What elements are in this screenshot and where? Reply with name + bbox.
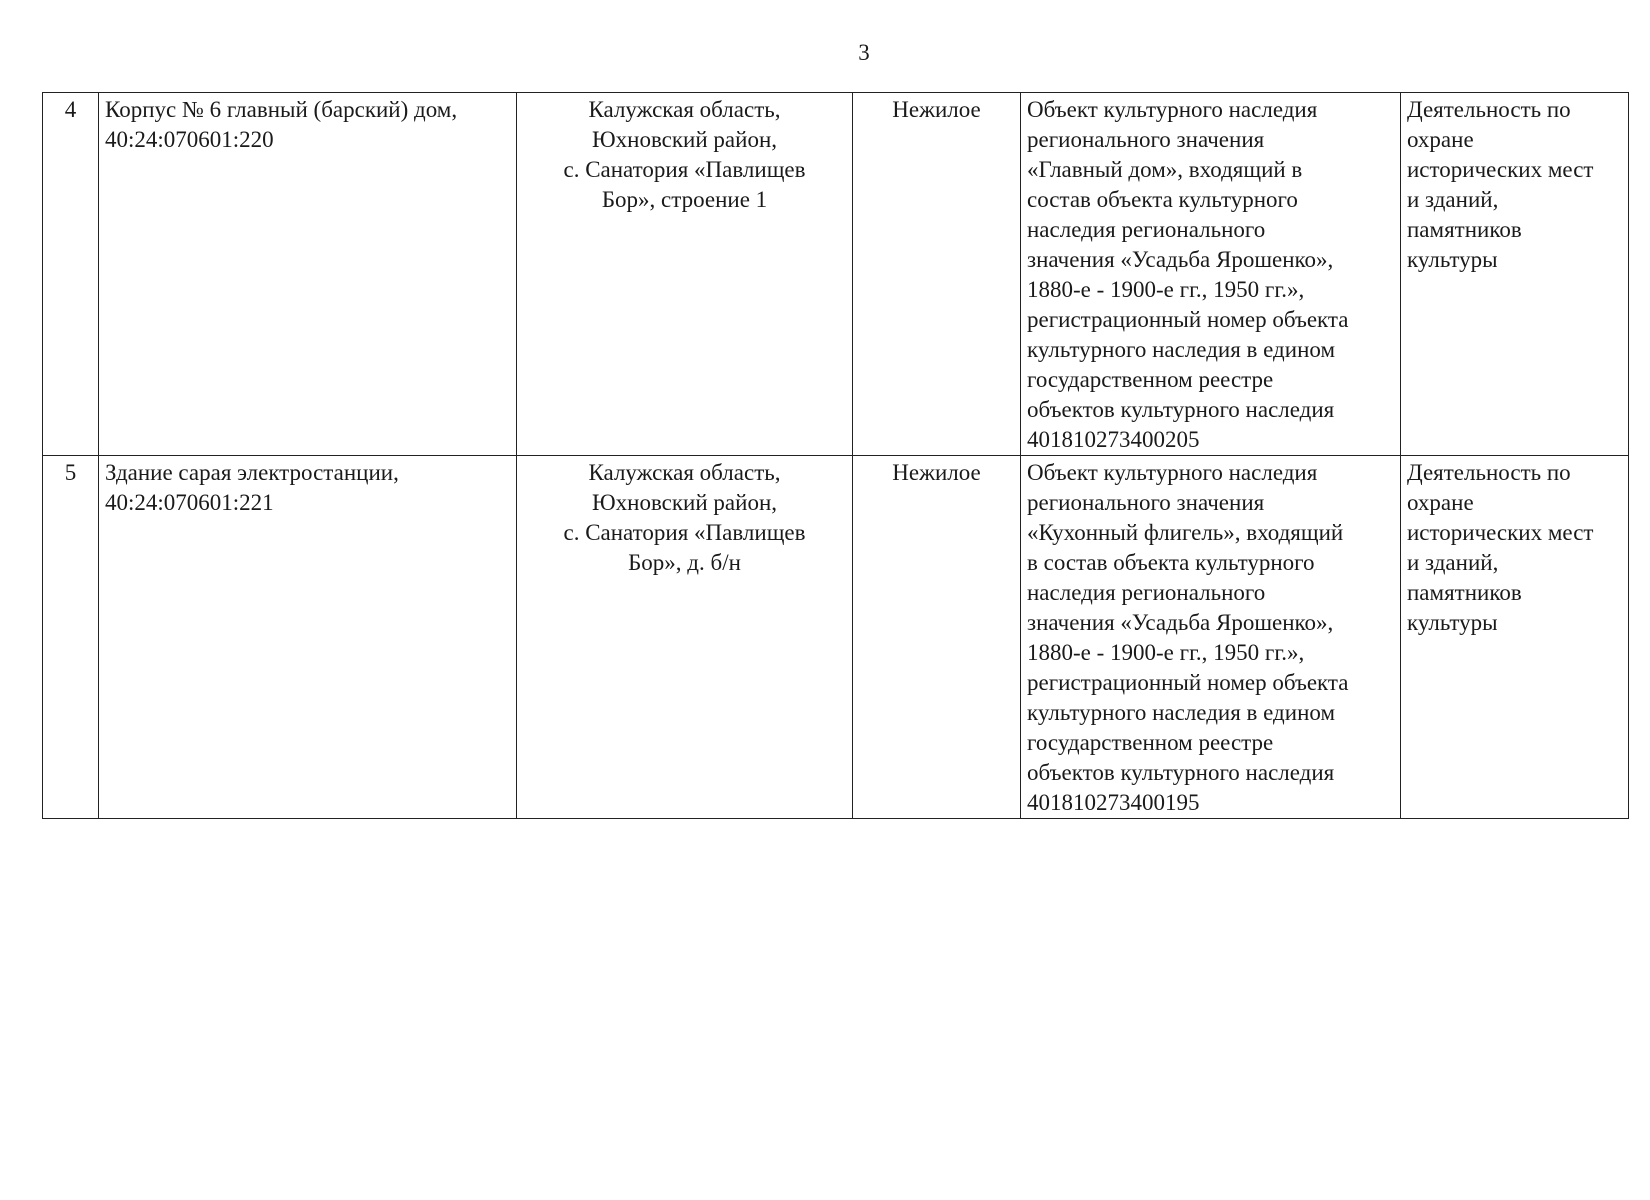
activity-line: исторических мест bbox=[1407, 520, 1594, 545]
activity-line: и зданий, bbox=[1407, 187, 1499, 212]
activity-line: охране bbox=[1407, 490, 1474, 515]
activity-line: исторических мест bbox=[1407, 157, 1594, 182]
address-line: Юхновский район, bbox=[592, 490, 777, 515]
status-line: объектов культурного наследия bbox=[1027, 760, 1335, 785]
cadastral-number: 40:24:070601:221 bbox=[105, 490, 274, 515]
heritage-status-cell bbox=[1021, 456, 1401, 819]
status-line: 1880-е - 1900-е гг., 1950 гг.», bbox=[1027, 640, 1305, 665]
status-line: регистрационный номер объекта bbox=[1027, 307, 1349, 332]
status-line: в состав объекта культурного bbox=[1027, 550, 1315, 575]
status-line: наследия регионального bbox=[1027, 580, 1266, 605]
address-line: Бор», д. б/н bbox=[628, 550, 741, 575]
status-line: Объект культурного наследия bbox=[1027, 460, 1318, 485]
status-line: значения «Усадьба Ярошенко», bbox=[1027, 247, 1334, 272]
status-line: регионального значения bbox=[1027, 127, 1265, 152]
object-name-line: Здание сарая электростанции, bbox=[105, 460, 399, 485]
registration-number: 401810273400205 bbox=[1027, 427, 1200, 452]
object-type-cell: Нежилое bbox=[853, 456, 1021, 819]
status-line: государственном реестре bbox=[1027, 730, 1274, 755]
activity-line: памятников bbox=[1407, 217, 1522, 242]
activity-cell bbox=[1401, 456, 1629, 819]
address-line: Калужская область, bbox=[588, 97, 781, 122]
heritage-status-cell bbox=[1021, 93, 1401, 456]
status-line: значения «Усадьба Ярошенко», bbox=[1027, 610, 1334, 635]
status-line: состав объекта культурного bbox=[1027, 187, 1298, 212]
object-name-cell bbox=[99, 93, 517, 456]
address-cell bbox=[517, 93, 853, 456]
activity-line: культуры bbox=[1407, 610, 1498, 635]
object-name-cell bbox=[99, 456, 517, 819]
row-number: 4 bbox=[43, 93, 99, 456]
objects-table bbox=[42, 92, 1629, 819]
activity-line: памятников bbox=[1407, 580, 1522, 605]
address-line: Бор», строение 1 bbox=[601, 187, 768, 212]
activity-line: Деятельность по bbox=[1407, 460, 1571, 485]
activity-line: Деятельность по bbox=[1407, 97, 1571, 122]
row-number: 5 bbox=[43, 456, 99, 819]
status-line: 1880-е - 1900-е гг., 1950 гг.», bbox=[1027, 277, 1305, 302]
address-line: с. Санатория «Павлищев bbox=[563, 520, 806, 545]
activity-line: охране bbox=[1407, 127, 1474, 152]
status-line: регистрационный номер объекта bbox=[1027, 670, 1349, 695]
registration-number: 401810273400195 bbox=[1027, 790, 1200, 815]
activity-line: и зданий, bbox=[1407, 550, 1499, 575]
activity-line: культуры bbox=[1407, 247, 1498, 272]
status-line: культурного наследия в едином bbox=[1027, 337, 1335, 362]
status-line: «Главный дом», входящий в bbox=[1027, 157, 1303, 182]
table-row bbox=[43, 93, 1629, 456]
status-line: культурного наследия в едином bbox=[1027, 700, 1335, 725]
object-type-cell: Нежилое bbox=[853, 93, 1021, 456]
status-line: «Кухонный флигель», входящий bbox=[1027, 520, 1344, 545]
cadastral-number: 40:24:070601:220 bbox=[105, 127, 274, 152]
object-name-line: Корпус № 6 главный (барский) дом, bbox=[105, 97, 458, 122]
address-line: с. Санатория «Павлищев bbox=[563, 157, 806, 182]
address-line: Юхновский район, bbox=[592, 127, 777, 152]
address-cell bbox=[517, 456, 853, 819]
activity-cell bbox=[1401, 93, 1629, 456]
status-line: государственном реестре bbox=[1027, 367, 1274, 392]
address-line: Калужская область, bbox=[588, 460, 781, 485]
status-line: объектов культурного наследия bbox=[1027, 397, 1335, 422]
table-row bbox=[43, 456, 1629, 819]
status-line: Объект культурного наследия bbox=[1027, 97, 1318, 122]
status-line: наследия регионального bbox=[1027, 217, 1266, 242]
page-number: 3 bbox=[858, 40, 870, 65]
status-line: регионального значения bbox=[1027, 490, 1265, 515]
